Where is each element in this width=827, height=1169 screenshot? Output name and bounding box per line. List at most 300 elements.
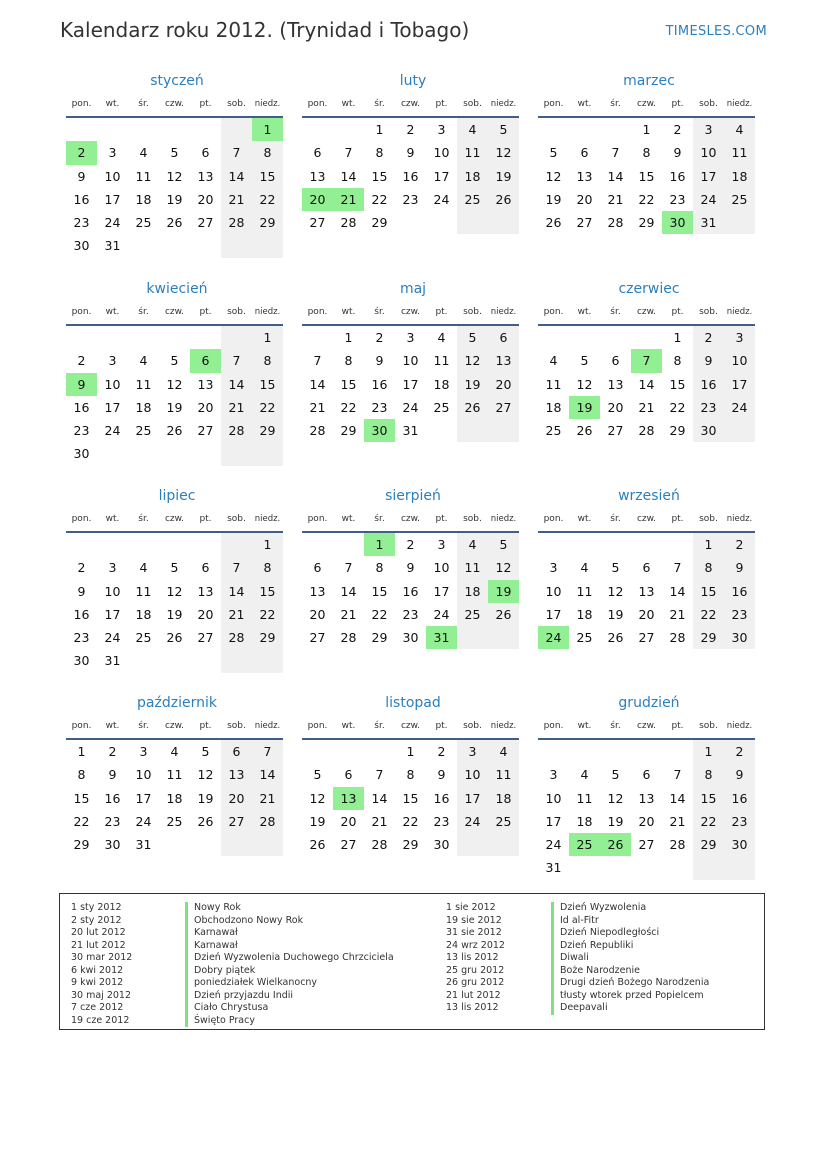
day-cell-empty (159, 533, 190, 556)
day-cell: 31 (426, 626, 457, 649)
day-cell-empty (221, 326, 252, 349)
day-cell: 14 (638, 376, 655, 392)
day-cell: 4 (139, 353, 148, 369)
day-cell: 28 (638, 423, 655, 439)
day-cell-empty (569, 326, 600, 349)
day-cell: 27 (488, 396, 519, 419)
day-cell: 9 (66, 373, 97, 396)
legend-holiday-name: Boże Narodzenie (560, 964, 640, 976)
day-cell: 24 (402, 399, 419, 415)
day-cell: 19 (166, 399, 183, 415)
day-cell: 28 (669, 837, 686, 853)
day-cell: 30 (73, 446, 90, 462)
day-cell: 20 (197, 399, 214, 415)
day-cell: 19 (197, 790, 214, 806)
day-cell: 21 (309, 399, 326, 415)
legend-date: 31 sie 2012 (446, 927, 502, 938)
day-cell: 11 (135, 376, 152, 392)
day-cell: 6 (221, 740, 252, 763)
weekday-header: pt. (426, 92, 457, 118)
day-cell: 4 (457, 118, 488, 141)
day-cell: 27 (576, 215, 593, 231)
month-block (302, 70, 524, 234)
legend-holiday-name: Nowy Rok (194, 902, 241, 913)
legend-holiday-name: Dzień Republiki (560, 939, 634, 951)
day-cell: 30 (402, 630, 419, 646)
day-cell: 28 (607, 215, 624, 231)
weekday-header: pt. (426, 507, 457, 533)
day-cell: 24 (104, 215, 121, 231)
weekday-header: czw. (395, 92, 426, 118)
day-cell-empty (600, 118, 631, 141)
day-cell: 5 (457, 326, 488, 349)
day-cell: 6 (642, 767, 651, 783)
day-cell: 16 (371, 376, 388, 392)
day-cell: 31 (104, 238, 121, 254)
day-cell-empty (128, 649, 159, 672)
day-cell: 22 (693, 603, 724, 626)
day-cell-empty (395, 211, 426, 234)
weekday-header: sob. (221, 300, 252, 326)
weekday-header: czw. (395, 300, 426, 326)
month-grid (538, 300, 760, 442)
day-cell: 17 (457, 787, 488, 810)
day-cell: 16 (669, 168, 686, 184)
month-grid (66, 507, 288, 673)
day-cell: 7 (673, 767, 682, 783)
day-cell: 14 (607, 168, 624, 184)
day-cell: 14 (340, 168, 357, 184)
day-cell: 5 (170, 145, 179, 161)
day-cell: 10 (135, 767, 152, 783)
day-cell: 17 (433, 583, 450, 599)
day-cell-empty (364, 740, 395, 763)
day-cell: 18 (457, 165, 488, 188)
day-cell: 1 (673, 330, 682, 345)
day-cell-empty (302, 118, 333, 141)
day-cell: 8 (673, 353, 682, 369)
day-cell: 30 (73, 238, 90, 254)
day-cell: 4 (437, 330, 446, 345)
month-block (538, 70, 760, 234)
day-cell: 8 (642, 145, 651, 161)
day-cell: 13 (309, 583, 326, 599)
weekday-header: sob. (693, 92, 724, 118)
day-cell: 13 (638, 790, 655, 806)
weekday-header: pt. (662, 92, 693, 118)
day-cell: 23 (433, 813, 450, 829)
day-cell-empty (190, 649, 221, 672)
day-cell-empty (600, 326, 631, 349)
month-block (302, 278, 524, 442)
weekday-header: śr. (364, 92, 395, 118)
day-cell: 29 (340, 423, 357, 439)
month-name: grudzień (618, 695, 680, 711)
weekday-header: śr. (128, 714, 159, 740)
day-cell: 27 (309, 215, 326, 231)
day-cell: 30 (662, 211, 693, 234)
day-cell: 30 (693, 419, 724, 442)
day-cell: 26 (197, 813, 214, 829)
day-cell: 13 (488, 349, 519, 372)
day-cell: 27 (638, 630, 655, 646)
month-block (66, 278, 288, 466)
day-cell: 3 (693, 118, 724, 141)
day-cell: 2 (437, 744, 446, 759)
day-cell-empty (333, 533, 364, 556)
day-cell: 22 (371, 191, 388, 207)
day-cell: 7 (313, 353, 322, 369)
day-cell: 5 (488, 118, 519, 141)
day-cell: 14 (669, 790, 686, 806)
weekday-header: sob. (457, 92, 488, 118)
day-cell: 30 (724, 833, 755, 856)
day-cell: 12 (607, 790, 624, 806)
day-cell-empty (488, 833, 519, 856)
day-cell-empty (488, 419, 519, 442)
weekday-header: niedz. (724, 714, 755, 740)
day-cell: 11 (135, 583, 152, 599)
day-cell: 13 (576, 168, 593, 184)
month-name: styczeń (150, 73, 204, 89)
day-cell: 13 (333, 787, 364, 810)
day-cell: 7 (221, 349, 252, 372)
month-grid (66, 714, 288, 856)
weekday-header: śr. (600, 92, 631, 118)
day-cell: 18 (135, 606, 152, 622)
day-cell: 19 (309, 813, 326, 829)
month-grid (538, 92, 760, 234)
day-cell: 20 (340, 813, 357, 829)
day-cell: 3 (406, 330, 415, 345)
day-cell-empty (190, 533, 221, 556)
day-cell: 7 (631, 349, 662, 372)
day-cell: 13 (309, 168, 326, 184)
day-cell: 6 (313, 560, 322, 576)
day-cell: 25 (135, 423, 152, 439)
weekday-header: czw. (159, 300, 190, 326)
day-cell: 2 (77, 353, 86, 369)
day-cell: 7 (221, 141, 252, 164)
day-cell: 19 (545, 191, 562, 207)
day-cell-empty (538, 740, 569, 763)
day-cell: 20 (576, 191, 593, 207)
legend-left-names (185, 902, 394, 1027)
day-cell: 2 (77, 560, 86, 576)
day-cell: 23 (669, 191, 686, 207)
day-cell: 17 (724, 373, 755, 396)
weekday-header: czw. (159, 92, 190, 118)
legend-holiday-name: Dzień Wyzwolenia (560, 902, 647, 913)
day-cell: 12 (457, 349, 488, 372)
day-cell: 8 (344, 353, 353, 369)
day-cell: 9 (77, 583, 86, 599)
day-cell: 22 (693, 810, 724, 833)
day-cell: 15 (371, 168, 388, 184)
day-cell: 30 (104, 837, 121, 853)
day-cell-empty (66, 326, 97, 349)
day-cell-empty (97, 533, 128, 556)
day-cell: 9 (406, 560, 415, 576)
day-cell: 25 (457, 188, 488, 211)
day-cell: 28 (669, 630, 686, 646)
day-cell: 28 (221, 419, 252, 442)
day-cell: 20 (197, 191, 214, 207)
weekday-header: sob. (693, 300, 724, 326)
day-cell: 30 (73, 653, 90, 669)
day-cell: 20 (607, 399, 624, 415)
day-cell-empty (159, 649, 190, 672)
month-grid (302, 300, 524, 442)
weekday-header: pt. (426, 714, 457, 740)
day-cell-empty (600, 533, 631, 556)
day-cell: 26 (166, 215, 183, 231)
weekday-header: niedz. (252, 507, 283, 533)
legend-date: 13 lis 2012 (446, 1002, 499, 1013)
day-cell: 3 (108, 560, 117, 576)
day-cell: 19 (569, 396, 600, 419)
day-cell: 25 (135, 630, 152, 646)
day-cell: 8 (693, 763, 724, 786)
day-cell-empty (631, 740, 662, 763)
day-cell: 29 (669, 423, 686, 439)
day-cell-empty (252, 442, 283, 465)
day-cell: 20 (638, 813, 655, 829)
legend-right-names (551, 902, 709, 1015)
day-cell: 8 (693, 556, 724, 579)
day-cell: 19 (166, 606, 183, 622)
day-cell: 24 (104, 630, 121, 646)
weekday-header: czw. (631, 300, 662, 326)
day-cell: 31 (104, 653, 121, 669)
weekday-header: niedz. (724, 300, 755, 326)
day-cell: 9 (693, 349, 724, 372)
day-cell: 14 (221, 373, 252, 396)
day-cell: 26 (600, 833, 631, 856)
day-cell: 1 (252, 118, 283, 141)
day-cell: 15 (252, 580, 283, 603)
weekday-header: wt. (333, 507, 364, 533)
day-cell: 24 (693, 188, 724, 211)
day-cell-empty (538, 118, 569, 141)
weekday-header: wt. (97, 92, 128, 118)
day-cell: 8 (406, 767, 415, 783)
day-cell: 15 (402, 790, 419, 806)
weekday-header: śr. (128, 92, 159, 118)
day-cell: 25 (135, 215, 152, 231)
weekday-header: wt. (569, 507, 600, 533)
day-cell: 1 (693, 533, 724, 556)
weekday-header: pon. (538, 92, 569, 118)
day-cell: 28 (221, 211, 252, 234)
day-cell: 4 (580, 767, 589, 783)
day-cell: 21 (607, 191, 624, 207)
month-name: luty (399, 73, 427, 89)
weekday-header: pt. (190, 300, 221, 326)
day-cell: 2 (724, 533, 755, 556)
legend-date: 6 kwi 2012 (71, 964, 124, 976)
day-cell: 8 (252, 349, 283, 372)
day-cell: 1 (252, 326, 283, 349)
day-cell: 24 (135, 813, 152, 829)
day-cell: 2 (673, 122, 682, 137)
day-cell: 29 (693, 833, 724, 856)
weekday-header: niedz. (252, 714, 283, 740)
day-cell-empty (252, 234, 283, 257)
day-cell: 13 (638, 583, 655, 599)
day-cell: 9 (437, 767, 446, 783)
day-cell: 14 (371, 790, 388, 806)
month-name: sierpień (385, 488, 441, 504)
day-cell: 23 (724, 810, 755, 833)
day-cell: 13 (197, 376, 214, 392)
weekday-header: pon. (66, 507, 97, 533)
day-cell: 16 (73, 191, 90, 207)
day-cell: 27 (638, 837, 655, 853)
day-cell: 5 (313, 767, 322, 783)
weekday-header: niedz. (488, 714, 519, 740)
weekday-header: śr. (364, 507, 395, 533)
day-cell: 22 (252, 188, 283, 211)
day-cell: 25 (569, 833, 600, 856)
day-cell: 5 (580, 353, 589, 369)
day-cell: 18 (545, 399, 562, 415)
day-cell-empty (221, 533, 252, 556)
day-cell: 4 (724, 118, 755, 141)
day-cell: 30 (433, 837, 450, 853)
day-cell: 17 (433, 168, 450, 184)
day-cell: 6 (201, 560, 210, 576)
month-block (538, 485, 760, 649)
day-cell: 18 (135, 399, 152, 415)
day-cell: 8 (375, 145, 384, 161)
day-cell: 25 (433, 399, 450, 415)
day-cell: 21 (669, 606, 686, 622)
holiday-legend (59, 893, 765, 1030)
weekday-header: śr. (364, 300, 395, 326)
day-cell-empty (333, 740, 364, 763)
day-cell: 3 (549, 767, 558, 783)
legend-date: 2 sty 2012 (71, 914, 122, 926)
day-cell: 18 (576, 606, 593, 622)
day-cell-empty (66, 118, 97, 141)
legend-date: 9 kwi 2012 (71, 977, 124, 988)
day-cell: 24 (545, 837, 562, 853)
weekday-header: wt. (333, 92, 364, 118)
day-cell: 3 (437, 122, 446, 137)
legend-date: 19 sie 2012 (446, 914, 502, 926)
legend-holiday-name: Dzień Wyzwolenia Duchowego Chrzciciela (194, 952, 394, 963)
day-cell-empty (662, 740, 693, 763)
weekday-header: pon. (538, 507, 569, 533)
day-cell: 2 (406, 537, 415, 552)
day-cell: 27 (607, 423, 624, 439)
weekday-header: śr. (600, 714, 631, 740)
day-cell-empty (600, 856, 631, 879)
day-cell: 15 (693, 787, 724, 810)
month-name: listopad (385, 695, 441, 711)
day-cell: 1 (77, 744, 86, 759)
day-cell: 12 (545, 168, 562, 184)
day-cell: 10 (457, 763, 488, 786)
day-cell-empty (302, 326, 333, 349)
day-cell: 20 (302, 188, 333, 211)
weekday-header: niedz. (252, 300, 283, 326)
day-cell: 15 (252, 373, 283, 396)
day-cell: 4 (139, 560, 148, 576)
day-cell-empty (97, 442, 128, 465)
site-link[interactable]: TIMESLES.COM (665, 24, 767, 39)
day-cell: 28 (252, 810, 283, 833)
day-cell: 11 (576, 790, 593, 806)
day-cell-empty (457, 419, 488, 442)
weekday-header: pon. (538, 300, 569, 326)
day-cell: 20 (488, 373, 519, 396)
legend-holiday-name: Id al-Fitr (560, 914, 599, 926)
day-cell: 6 (313, 145, 322, 161)
day-cell: 29 (73, 837, 90, 853)
weekday-header: pt. (662, 507, 693, 533)
day-cell: 20 (197, 606, 214, 622)
day-cell: 16 (693, 373, 724, 396)
day-cell: 5 (201, 744, 210, 759)
day-cell: 11 (166, 767, 183, 783)
day-cell: 7 (252, 740, 283, 763)
day-cell: 28 (340, 630, 357, 646)
day-cell: 2 (406, 122, 415, 137)
month-name: kwiecień (146, 281, 208, 297)
day-cell: 17 (693, 165, 724, 188)
day-cell: 11 (488, 763, 519, 786)
weekday-header: wt. (569, 300, 600, 326)
day-cell: 12 (309, 790, 326, 806)
day-cell: 24 (433, 191, 450, 207)
day-cell: 19 (166, 191, 183, 207)
weekday-header: pon. (302, 300, 333, 326)
day-cell-empty (66, 533, 97, 556)
day-cell: 27 (340, 837, 357, 853)
day-cell: 4 (580, 560, 589, 576)
weekday-header: sob. (457, 300, 488, 326)
day-cell-empty (190, 442, 221, 465)
day-cell: 2 (108, 744, 117, 759)
day-cell-empty (302, 533, 333, 556)
day-cell-empty (159, 118, 190, 141)
day-cell-empty (662, 856, 693, 879)
day-cell: 24 (104, 423, 121, 439)
day-cell: 14 (221, 580, 252, 603)
day-cell: 28 (371, 837, 388, 853)
day-cell-empty (538, 533, 569, 556)
day-cell: 12 (576, 376, 593, 392)
day-cell-empty (221, 118, 252, 141)
weekday-header: pon. (66, 92, 97, 118)
day-cell: 10 (104, 583, 121, 599)
day-cell: 26 (545, 215, 562, 231)
legend-holiday-name: Dzień Niepodległości (560, 927, 660, 938)
month-grid (66, 92, 288, 258)
month-block (66, 692, 288, 856)
day-cell-empty (631, 856, 662, 879)
day-cell-empty (190, 326, 221, 349)
day-cell: 6 (344, 767, 353, 783)
day-cell: 15 (693, 580, 724, 603)
day-cell: 26 (488, 603, 519, 626)
day-cell: 18 (433, 376, 450, 392)
day-cell: 15 (252, 165, 283, 188)
day-cell-empty (724, 419, 755, 442)
month-block (538, 692, 760, 880)
